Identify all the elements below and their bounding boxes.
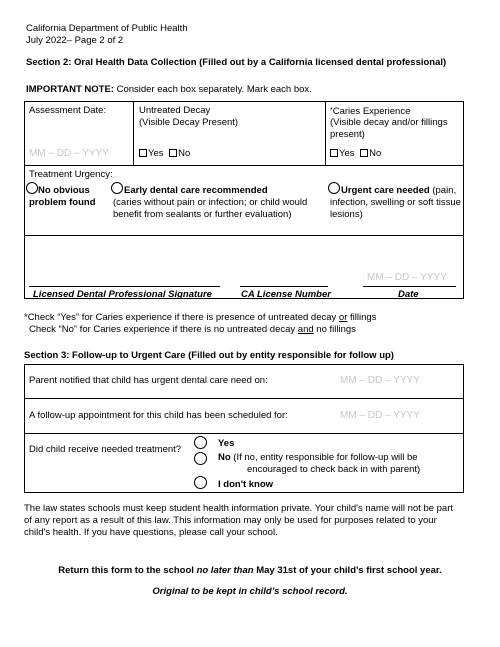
important-note	[26, 84, 312, 96]
table-divider	[325, 101, 326, 165]
footnote-text: Check “No” for Caries experience if there is no untreated decay	[29, 324, 298, 335]
yes-label: Yes	[339, 148, 355, 159]
privacy-line-1: The law states schools must keep student health information private. Your child's name will not be part	[24, 503, 454, 514]
date-mm: MM	[340, 375, 357, 386]
treatment-dont-know-radio[interactable]	[194, 476, 207, 489]
original-note: Original to be kept in child’s school record.	[152, 586, 348, 597]
signature-date-input[interactable]	[367, 272, 447, 283]
treatment-dont-know-label: I don't know	[218, 479, 274, 490]
early-care-label: Early dental care recommended	[124, 185, 268, 196]
no-label: No	[178, 148, 191, 159]
early-care-description-2: benefit from sealants or further evaluation)	[113, 209, 292, 220]
caries-yes-checkbox[interactable]	[330, 149, 338, 157]
table-divider	[24, 165, 464, 166]
untreated-decay-yes-checkbox[interactable]	[139, 149, 147, 157]
return-instruction	[0, 565, 500, 577]
untreated-decay-options	[139, 148, 190, 160]
date-dash: –	[74, 148, 80, 159]
treatment-yes-label: Yes	[218, 438, 235, 449]
date-dd: DD	[394, 272, 410, 283]
treatment-no-title: No	[218, 452, 231, 463]
assessment-date-label: Assessment Date:	[29, 105, 107, 116]
date-yyyy: YYYY	[420, 272, 447, 283]
untreated-decay-sublabel: (Visible Decay Present)	[139, 117, 239, 128]
date-dash: –	[412, 272, 418, 283]
table-divider	[24, 398, 464, 399]
table-divider	[133, 101, 134, 165]
urgent-care-description-2: infection, swelling or soft tissue	[330, 197, 461, 208]
table-divider	[24, 235, 464, 236]
early-care-description: (caries without pain or infection; or child would	[113, 197, 308, 208]
untreated-decay-label: Untreated Decay	[139, 105, 211, 116]
page-indicator: July 2022– Page 2 of 2	[26, 35, 124, 46]
caries-asterisk: *	[330, 107, 333, 114]
date-dash: –	[359, 410, 366, 421]
treatment-urgency-label: Treatment Urgency:	[29, 169, 113, 180]
date-dd: DD	[367, 410, 383, 421]
date-label: Date	[398, 289, 419, 300]
caries-experience-label	[330, 105, 410, 118]
date-yyyy: YYYY	[393, 375, 420, 386]
treatment-no-radio[interactable]	[194, 452, 207, 465]
section-2-title: Section 2: Oral Health Data Collection (Filled out by a California licensed dental professional)	[26, 57, 447, 68]
no-label: No	[369, 148, 382, 159]
footnote-line-1	[24, 312, 376, 324]
return-text: May 31st of your child’s first school year.	[253, 565, 442, 576]
footnote-text: fillings	[347, 312, 377, 323]
date-yyyy: YYYY	[82, 148, 109, 159]
table-divider	[24, 433, 464, 434]
caries-experience-title: Caries Experience	[332, 106, 411, 117]
treatment-no-description-2: encouraged to check back in with parent)	[247, 464, 421, 475]
caries-experience-options	[330, 148, 381, 160]
date-mm: MM	[367, 272, 384, 283]
section-3-title: Section 3: Follow-up to Urgent Care (Filled out by entity responsible for follow up)	[24, 350, 394, 361]
date-dash: –	[359, 375, 366, 386]
caries-no-checkbox[interactable]	[360, 149, 368, 157]
caries-experience-sublabel: present)	[330, 129, 365, 140]
no-problem-label: No obvious	[38, 185, 90, 196]
date-mm: MM	[340, 410, 357, 421]
license-line[interactable]	[240, 286, 328, 287]
treatment-question: Did child receive needed treatment?	[29, 444, 182, 455]
footnote-text: no fillings	[313, 324, 356, 335]
footnote-and: and	[297, 324, 314, 335]
treatment-yes-radio[interactable]	[194, 436, 207, 449]
date-line[interactable]	[363, 286, 456, 287]
return-text: Return this form to the school	[58, 565, 197, 576]
footnote-or: or	[338, 312, 348, 323]
important-note-label: IMPORTANT NOTE:	[26, 84, 114, 95]
privacy-line-3: child's health. If you have questions, please call your school.	[24, 527, 278, 538]
urgent-care-radio[interactable]	[328, 182, 340, 194]
footnote-line-2	[29, 324, 356, 336]
assessment-date-input[interactable]	[29, 148, 109, 159]
privacy-line-2: of any report as a result of this law. This information may only be used for purposes related to your	[24, 515, 437, 526]
untreated-decay-no-checkbox[interactable]	[169, 149, 177, 157]
treatment-no-description: (If no, entity responsible for follow-up will be	[230, 452, 418, 463]
follow-up-date-input[interactable]	[340, 410, 420, 421]
date-dash: –	[385, 375, 391, 386]
urgent-care-title: Urgent care needed	[341, 185, 430, 196]
date-dd: DD	[56, 148, 72, 159]
return-deadline: no later than	[196, 565, 254, 576]
urgent-care-label	[341, 185, 456, 197]
no-problem-radio[interactable]	[26, 182, 38, 194]
urgent-care-description: (pain,	[429, 185, 457, 196]
parent-notified-label: Parent notified that child has urgent dental care need on:	[29, 375, 268, 386]
caries-experience-sublabel: (Visible decay and/or fillings	[330, 117, 448, 128]
no-problem-label-2: problem found	[29, 197, 96, 208]
date-dash: –	[385, 410, 391, 421]
parent-notified-date-input[interactable]	[340, 375, 420, 386]
date-dash: –	[48, 148, 55, 159]
early-care-radio[interactable]	[111, 182, 123, 194]
treatment-no-label	[218, 452, 418, 464]
license-number-label: CA License Number	[241, 289, 331, 300]
signature-line[interactable]	[29, 286, 220, 287]
signature-label: Licensed Dental Professional Signature	[33, 289, 212, 300]
footnote-text: *Check “Yes” for Caries experience if there is presence of untreated decay	[24, 312, 339, 323]
important-note-text: Consider each box separately. Mark each box.	[116, 84, 312, 95]
yes-label: Yes	[148, 148, 164, 159]
date-dash: –	[386, 272, 393, 283]
date-mm: MM	[29, 148, 46, 159]
date-dd: DD	[367, 375, 383, 386]
date-yyyy: YYYY	[393, 410, 420, 421]
follow-up-label: A follow-up appointment for this child has been scheduled for:	[29, 410, 288, 421]
urgent-care-description-3: lesions)	[330, 209, 363, 220]
department-name: California Department of Public Health	[26, 23, 188, 34]
